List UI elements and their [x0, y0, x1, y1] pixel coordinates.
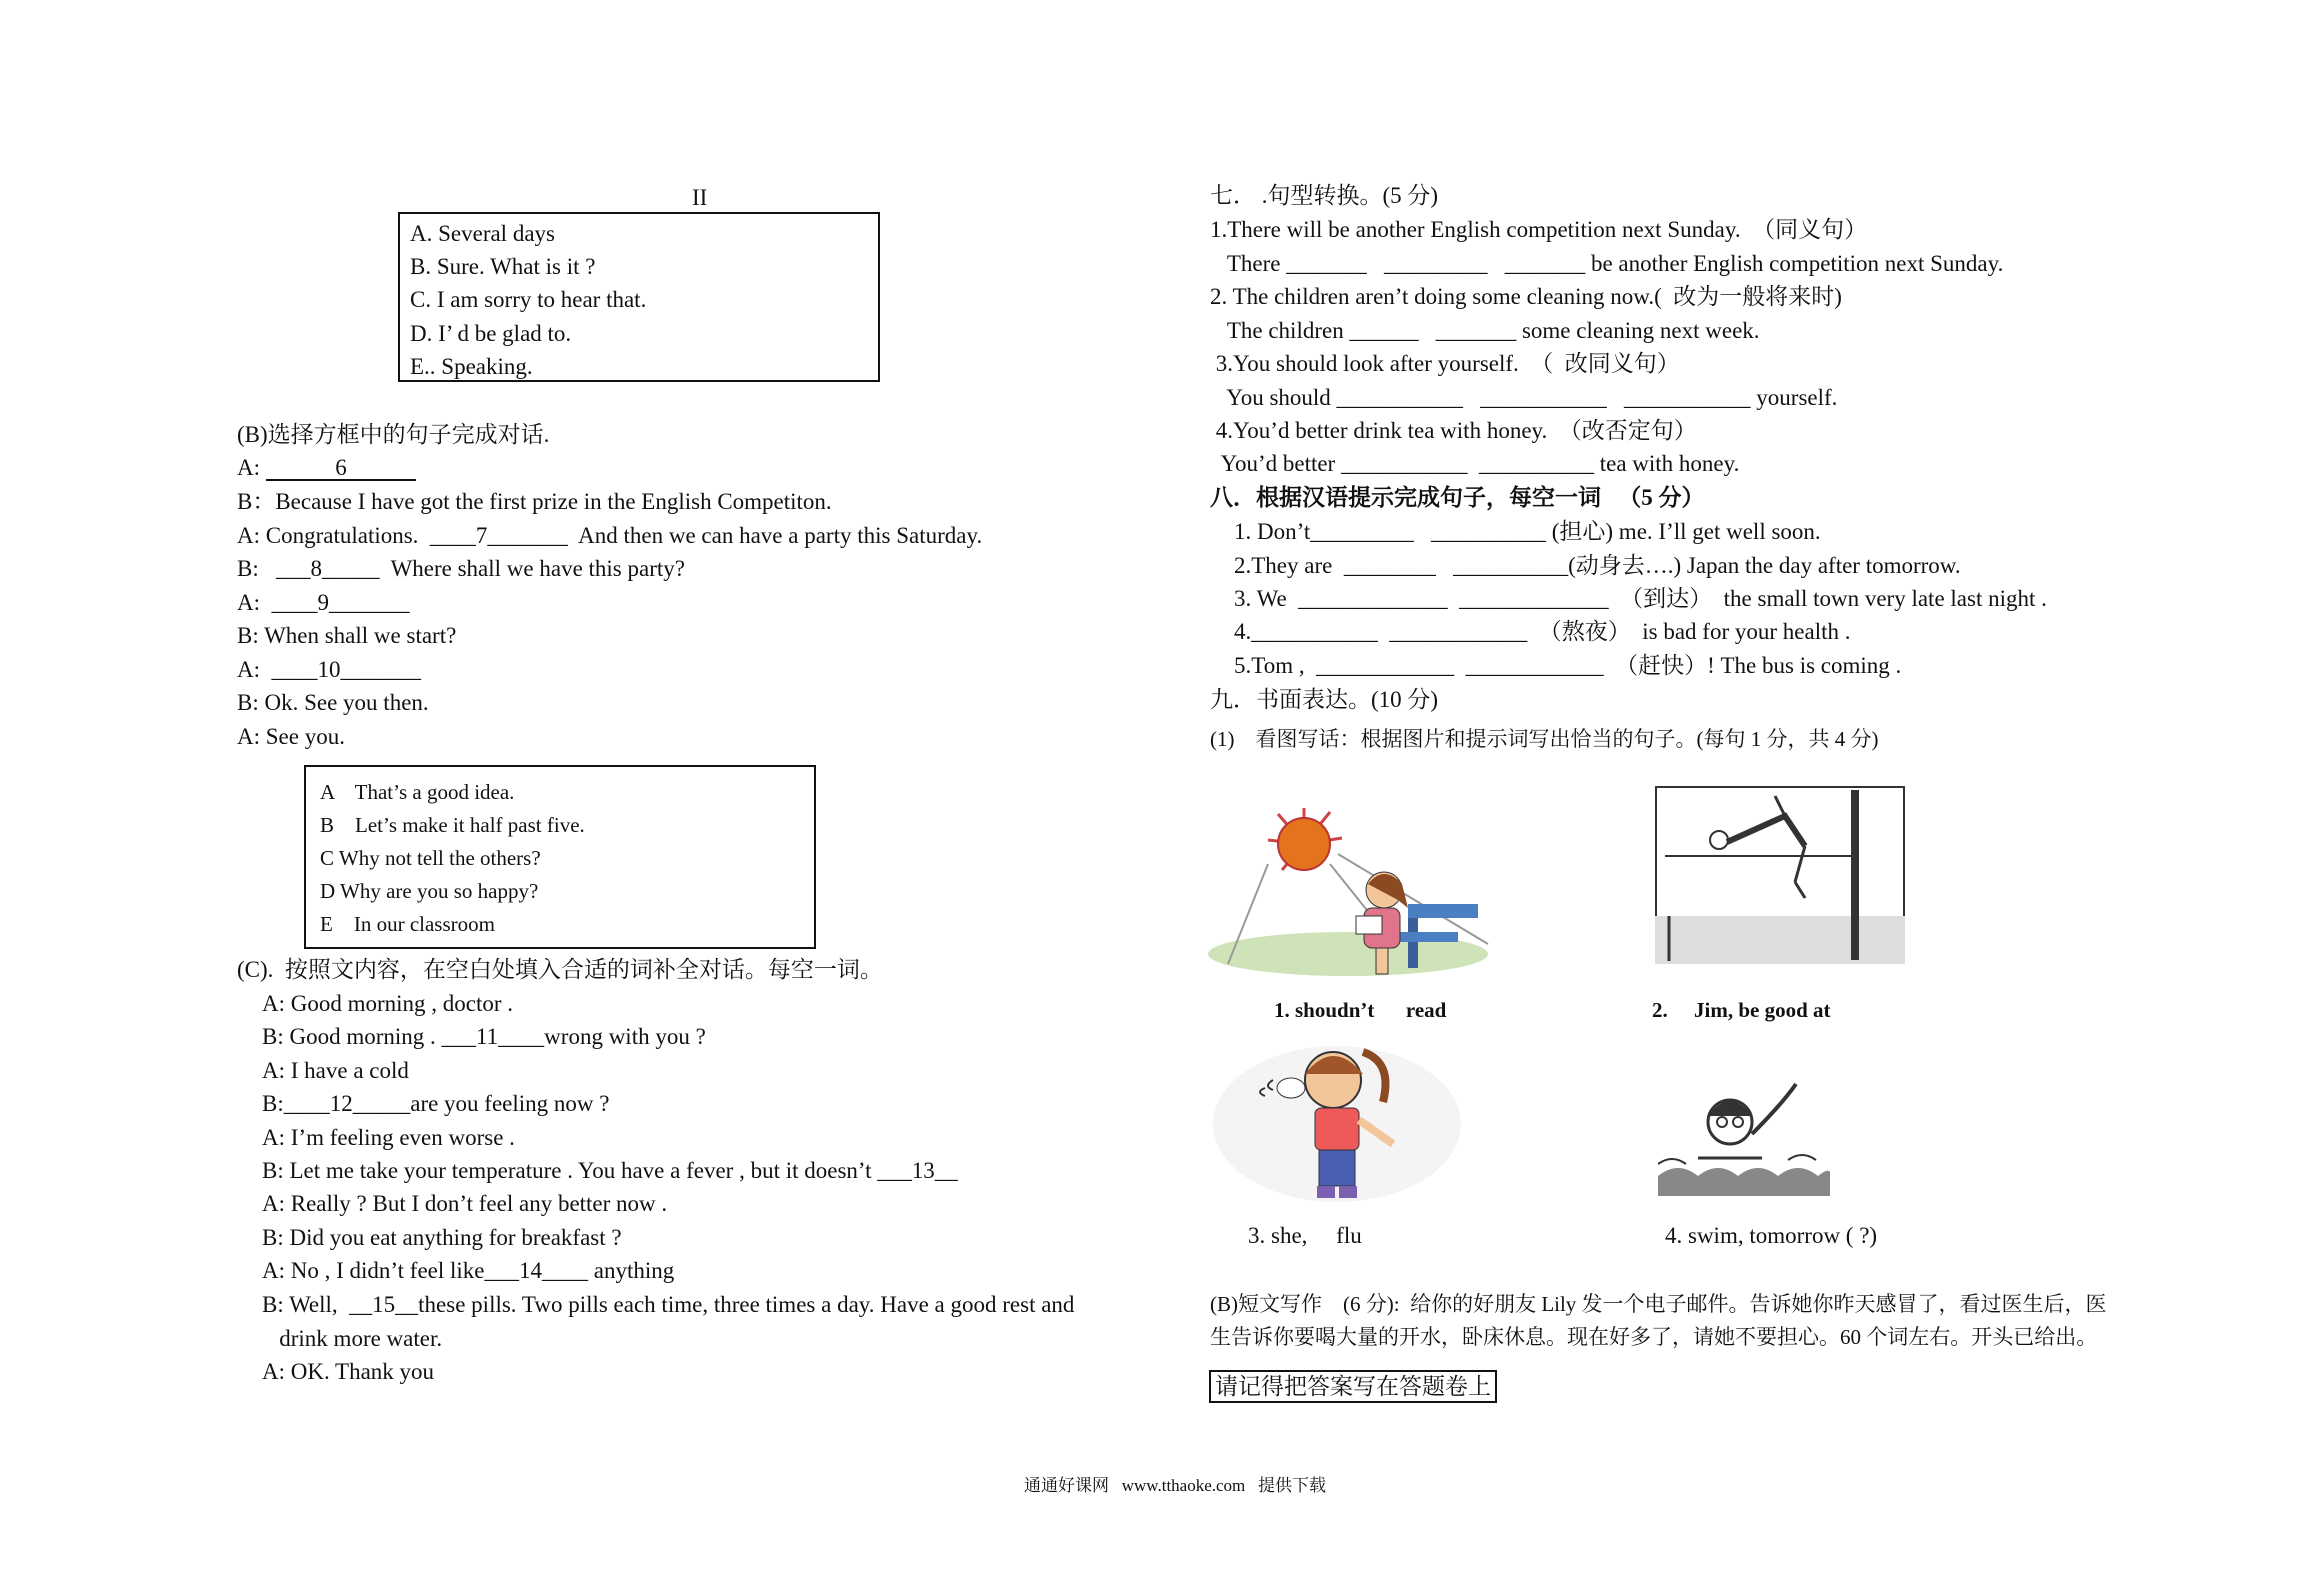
- dialog-line: A: Really ? But I don’t feel any better now .: [262, 1191, 668, 1216]
- picture-caption-4: 4. swim, tomorrow ( ?): [1665, 1223, 1878, 1248]
- picture-caption-1: 1. shoudn’t read: [1274, 998, 1447, 1022]
- sun-reading-girl-picture: [1208, 804, 1492, 980]
- picture-caption-2: 2. Jim, be good at: [1652, 998, 1831, 1022]
- dialog-line: B: ___8_____ Where shall we have this party?: [237, 556, 685, 581]
- option-line: C. I am sorry to hear that.: [410, 287, 647, 312]
- section-c-title: (C). 按照文内容，在空白处填入合适的词补全对话。每空一词。: [237, 957, 883, 982]
- dialog-line: A: Congratulations. ____7_______ And then we can have a party this Saturday.: [237, 523, 983, 548]
- dialog-line: B: Did you eat anything for breakfast ?: [262, 1225, 622, 1250]
- dialog-line: A: I’m feeling even worse .: [262, 1125, 515, 1150]
- high-jump-picture: [1655, 786, 1905, 964]
- rewrite-line: 4.You’d better drink tea with honey. （改否定句）: [1210, 418, 1697, 443]
- section-b-title: (B)选择方框中的句子完成对话.: [237, 422, 550, 447]
- sneezing-girl-picture: [1213, 1044, 1461, 1202]
- option-line: A That’s a good idea.: [320, 780, 515, 804]
- rewrite-line: 1.There will be another English competition next Sunday. （同义句）: [1210, 217, 1868, 242]
- option-line: C Why not tell the others?: [320, 846, 541, 870]
- complete-line: 2.They are ________ __________(动身去….) Japan the day after tomorrow.: [1234, 553, 1961, 578]
- dialog-line: A: OK. Thank you: [262, 1359, 435, 1384]
- complete-line: 5.Tom , ____________ ____________ （赶快）! The bus is coming .: [1234, 653, 1902, 678]
- dialog-line: A: Good morning , doctor .: [262, 991, 514, 1016]
- dialog-line: B: Good morning . ___11____wrong with you ?: [262, 1024, 706, 1049]
- option-line: B. Sure. What is it ?: [410, 254, 596, 279]
- section-7-title: 七． .句型转换。(5 分): [1210, 183, 1439, 208]
- rewrite-line: The children ______ _______ some cleaning next week.: [1210, 318, 1760, 343]
- roman-numeral-two: II: [692, 185, 708, 210]
- complete-line: 4.___________ ____________ （熬夜） is bad for your health .: [1234, 619, 1851, 644]
- dialog-line: B:____12_____are you feeling now ?: [262, 1091, 610, 1116]
- complete-line: 1. Don’t_________ __________ (担心) me. I’ll get well soon.: [1234, 519, 1821, 544]
- swimmer-picture: [1658, 1064, 1830, 1196]
- dialog-line: A: See you.: [237, 724, 345, 749]
- complete-line: 3. We _____________ _____________ （到达） the small town very late last night .: [1234, 586, 2047, 611]
- dialog-line: drink more water.: [262, 1326, 443, 1351]
- rewrite-line: 2. The children aren’t doing some cleaning now.( 改为一般将来时): [1210, 284, 1842, 309]
- rewrite-line: You’d better ___________ __________ tea with honey.: [1210, 451, 1740, 476]
- option-line: E In our classroom: [320, 912, 495, 936]
- option-line: D. I’ d be glad to.: [410, 321, 572, 346]
- rewrite-line: 3.You should look after yourself. （ 改同义句）: [1210, 351, 1680, 376]
- dialog-line: B: Ok. See you then.: [237, 690, 429, 715]
- footer-credit: 通通好课网 www.tthaoke.com 提供下载: [1024, 1476, 1327, 1495]
- picture-caption-3: 3. she, flu: [1248, 1223, 1362, 1248]
- dialog-line: B: When shall we start?: [237, 623, 457, 648]
- dialog-line: A: ____10_______: [237, 657, 421, 682]
- dialog-line: A: No , I didn’t feel like___14____ anything: [262, 1258, 675, 1283]
- dialog-line: B: Well, __15__these pills. Two pills each time, three times a day. Have a good rest and: [262, 1292, 1075, 1317]
- dialog-line: A: 6: [237, 456, 416, 481]
- writing-task-line: (B)短文写作 (6 分): 给你的好朋友 Lily 发一个电子邮件。告诉她你昨天感冒了，看过医生后，医: [1210, 1292, 2107, 1316]
- dialog-line: A: ____9_______: [237, 590, 410, 615]
- section-8-title: 八．根据汉语提示完成句子，每空一词 （5 分）: [1210, 485, 1705, 510]
- answer-sheet-reminder: 请记得把答案写在答题卷上: [1209, 1370, 1497, 1403]
- option-line: B Let’s make it half past five.: [320, 813, 585, 837]
- option-line: D Why are you so happy?: [320, 879, 539, 903]
- rewrite-line: There _______ _________ _______ be another English competition next Sunday.: [1210, 251, 2004, 276]
- dialog-line: A: I have a cold: [262, 1058, 409, 1083]
- section-9-instruction: (1) 看图写话：根据图片和提示词写出恰当的句子。(每句 1 分，共 4 分): [1210, 727, 1879, 751]
- option-line: A. Several days: [410, 221, 555, 246]
- option-line: E.. Speaking.: [410, 354, 533, 379]
- dialog-line: B：Because I have got the first prize in the English Competiton.: [237, 489, 832, 514]
- writing-task-line: 生告诉你要喝大量的开水，卧床休息。现在好多了，请她不要担心。60 个词左右。开头已给出。: [1210, 1325, 2098, 1349]
- dialog-line: B: Let me take your temperature . You have a fever , but it doesn’t ___13__: [262, 1158, 958, 1183]
- section-9-title: 九．书面表达。(10 分): [1210, 687, 1439, 712]
- rewrite-line: You should ___________ ___________ ___________ yourself.: [1210, 385, 1838, 410]
